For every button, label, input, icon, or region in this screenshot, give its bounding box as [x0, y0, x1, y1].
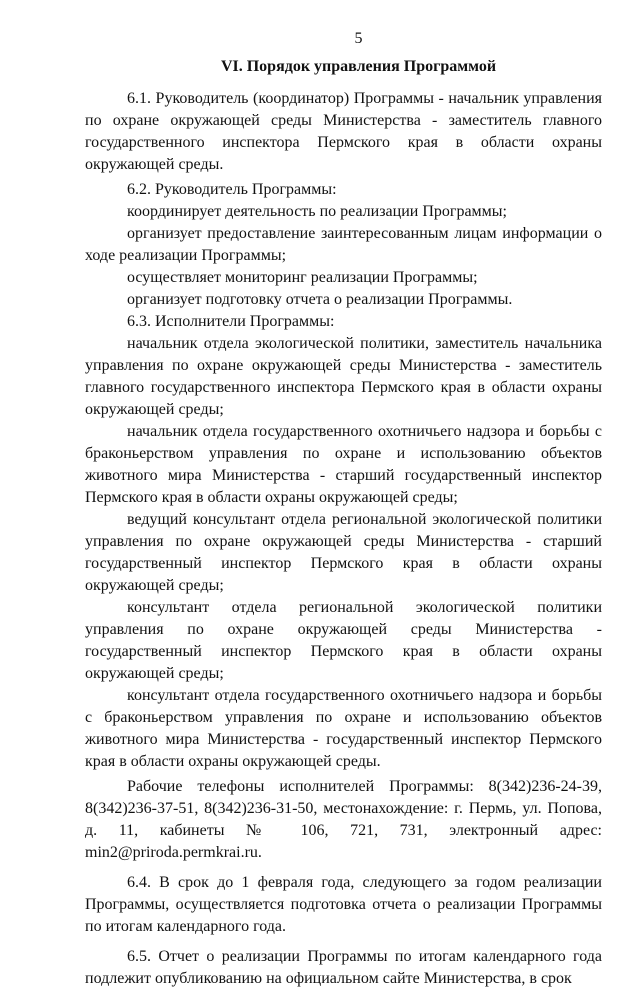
paragraph: Рабочие телефоны исполнителей Программы: 8(342)236-24-39, 8(342)236-37-51, 8(342)236-31-50, местонахождение: г. Пермь, ул. Попова, д. 11, кабинеты № 106, 721, 731, электронный адрес: min2@priroda.permkrai.ru. — [85, 778, 602, 861]
paragraph: консультант отдела государственного охотничьего надзора и борьбы с браконьерством управления по охране и использованию объектов животного мира Министерства - государственный инспектор Пермского края в области охраны окружающей среды. — [85, 687, 602, 770]
paragraph: организует подготовку отчета о реализации Программы. — [127, 291, 513, 308]
paragraph: 6.4. В срок до 1 февраля года, следующего за годом реализации Программы, осуществляется подготовка отчета о реализации Программы по итогам календарного года. — [85, 874, 602, 935]
paragraph: ведущий консультант отдела региональной экологической политики управления по охране окружающей среды Министерства - старший государственный инспектор Пермского края в области охраны окружающей среды; — [85, 511, 602, 594]
paragraph: осуществляет мониторинг реализации Программы; — [127, 269, 478, 286]
paragraph: координирует деятельность по реализации Программы; — [127, 203, 507, 220]
page-number: 5 — [354, 30, 363, 47]
paragraph: 6.5. Отчет о реализации Программы по итогам календарного года подлежит опубликованию на официальном сайте Министерства, в срок — [85, 948, 602, 987]
paragraph: начальник отдела экологической политики, заместитель начальника управления по охране окружающей среды Министерства - заместитель главного государственного инспектора Пермского края в области охраны окружающей среды; — [85, 335, 602, 418]
section-title: VI. Порядок управления Программой — [220, 58, 497, 75]
paragraph: организует предоставление заинтересованным лицам информации о ходе реализации Программы; — [85, 225, 602, 264]
paragraph: 6.1. Руководитель (координатор) Программы - начальник управления по охране окружающей среды Министерства - заместитель главного государственного инспектора Пермского края в области охраны окружающей среды. — [85, 90, 602, 173]
paragraph: консультант отдела региональной экологической политики управления по охране окружающей среды Министерства - государственный инспектор Пермского края в области охраны окружающей среды; — [85, 599, 602, 682]
paragraph: начальник отдела государственного охотничьего надзора и борьбы с браконьерством управления по охране и использованию объектов животного мира Министерства - старший государственный инспектор Пермского края в области охраны окружающей среды; — [85, 423, 602, 506]
paragraph: 6.2. Руководитель Программы: — [127, 181, 337, 198]
paragraph: 6.3. Исполнители Программы: — [127, 313, 335, 330]
